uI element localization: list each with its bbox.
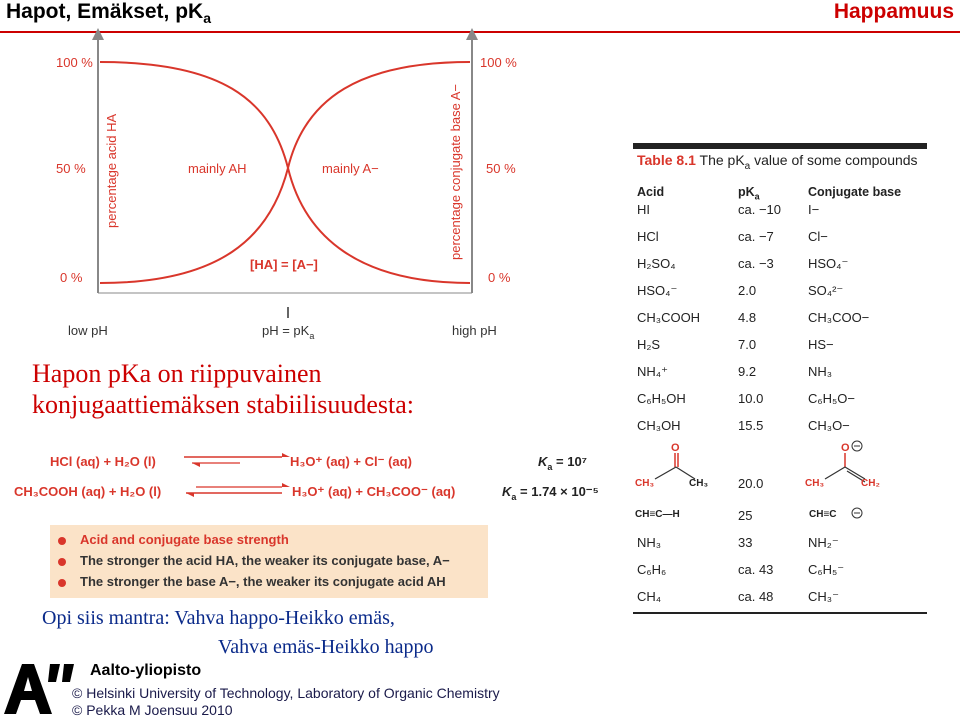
table-bottom-rule (633, 612, 927, 614)
x-mid-label: pH = $pK_a$ (262, 323, 315, 341)
pka-cell-pka: ca. 48 (738, 589, 774, 604)
left-axis (92, 28, 104, 293)
eq2-ka: $K_a = 1.74 \times 10^{-5}$ (502, 484, 599, 502)
pka-cell-acid: H₂S (637, 337, 661, 352)
base-curve (100, 62, 470, 283)
col-header-acid: Acid (637, 185, 665, 199)
pka-cell-base: NH₂⁻ (808, 535, 839, 550)
right-axis-label: percentage conjugate base A− (448, 83, 463, 260)
mantra-line-2: Vahva emäs-Heikko happo (218, 636, 434, 658)
x-high-label: high pH (452, 323, 497, 338)
pka-cell-base: C₆H₅O− (808, 391, 855, 406)
enolate-structure (805, 441, 880, 489)
pka-cell-acid: CH₄ (637, 589, 662, 604)
right-axis (466, 28, 478, 293)
left-50-label: 50 % (56, 161, 86, 176)
table-top-rule (633, 143, 927, 149)
pka-cell-pka: ca. −3 (738, 256, 774, 271)
acetone-structure (635, 442, 708, 489)
alkyne-base-structure: CH≡C (809, 509, 837, 520)
eq2-reactants: CH₃COOH (aq) + H₂O (l) (14, 484, 162, 499)
claim-line-2: konjugaattiemäksen stabiilisuudesta: (32, 390, 414, 419)
acid-curve (100, 62, 470, 283)
section-title: Happamuus (833, 0, 954, 23)
pka-cell-pka: ca. 43 (738, 562, 774, 577)
pka-cell-pka: 4.8 (738, 310, 757, 325)
pka-cell-acid: NH₃ (637, 535, 662, 550)
equilibrium-equations (0, 442, 630, 512)
col-header-base: Conjugate base (808, 185, 902, 199)
pka-cell-acid: CH₃OH (637, 418, 681, 433)
strength-line-2: The stronger the base A−, the weaker its conjugate acid AH (80, 574, 446, 589)
left-100-label: 100 % (56, 55, 93, 70)
svg-text:CH₃: CH₃ (689, 478, 709, 489)
left-axis-label: percentage acid HA (104, 113, 119, 228)
strength-line-1: The stronger the acid HA, the weaker its conjugate base, A− (80, 553, 450, 568)
pka-cell-base: HSO₄⁻ (808, 256, 849, 271)
pka-cell-acid: H₂SO₄ (637, 256, 676, 271)
aalto-logo (2, 660, 82, 716)
pka-cell-base: NH₃ (808, 364, 833, 379)
left-0-label: 0 % (60, 270, 83, 285)
pka-cell-base: HS− (808, 337, 834, 352)
svg-text:CH₃: CH₃ (635, 478, 655, 489)
pka-cell-base: CH₃⁻ (808, 589, 839, 604)
main-claim (32, 358, 414, 420)
eq1-products: H₃O⁺ (aq) + Cl⁻ (aq) (290, 454, 412, 469)
right-100-label: 100 % (480, 55, 517, 70)
carbonyl-structures (633, 437, 933, 527)
claim-line-1: Hapon pKa on riippuvainen (32, 359, 322, 388)
right-50-label: 50 % (486, 161, 516, 176)
eq2-arrows-icon (186, 483, 290, 497)
pka-cell-acid: HCl (637, 229, 659, 244)
footer-copyright-1: © Helsinki University of Technology, Laboratory of Organic Chemistry (72, 685, 500, 701)
svg-text:O: O (671, 442, 680, 454)
eq2-products: H₃O⁺ (aq) + CH₃COO⁻ (aq) (292, 484, 456, 499)
right-0-label: 0 % (488, 270, 511, 285)
pka-cell-acid: CH₃COOH (637, 310, 701, 325)
pka-cell-base: CH₃O− (808, 418, 850, 433)
pka-cell-acid: NH₄⁺ (637, 364, 668, 379)
pka-cell-pka: 10.0 (738, 391, 764, 406)
pka-cell-pka: ca. −7 (738, 229, 774, 244)
pka-cell-base: CH₃COO− (808, 310, 870, 325)
bullet-icon (58, 537, 66, 545)
eq1-reactants: HCl (aq) + H₂O (l) (50, 454, 156, 469)
pka-cell-base: SO₄²⁻ (808, 283, 844, 298)
speciation-diagram (40, 28, 530, 348)
pka-cell-base: Cl− (808, 229, 828, 244)
strength-heading: Acid and conjugate base strength (80, 532, 289, 547)
bullet-icon (58, 579, 66, 587)
region-left-label: mainly AH (188, 161, 247, 176)
x-low-label: low pH (68, 323, 108, 338)
region-right-label: mainly A− (322, 161, 379, 176)
col-header-pka: $pK_a$ (738, 185, 760, 202)
equal-point-label: [HA] = [A−] (250, 257, 318, 272)
alkyne-acid-structure: CH≡C—H (635, 509, 680, 520)
svg-text:CH₃: CH₃ (805, 478, 825, 489)
pka-cell-pka: 7.0 (738, 337, 757, 352)
svg-text:CH₂: CH₂ (861, 478, 880, 489)
pka-cell-acid: HSO₄⁻ (637, 283, 678, 298)
pka-cell-acid: C₆H₆ (637, 562, 667, 577)
bullet-icon (58, 558, 66, 566)
pka-cell-pka: ca. −10 (738, 202, 782, 217)
footer-copyright-2: © Pekka M Joensuu 2010 (72, 702, 233, 718)
pka-cell-pka: 20.0 (738, 476, 764, 491)
mantra-line-1: Opi siis mantra: Vahva happo-Heikko emäs, (42, 607, 395, 629)
strength-box (50, 525, 488, 598)
pka-cell-pka: 25 (738, 508, 753, 523)
eq1-ka: $K_a = 10^7$ (538, 454, 588, 472)
pka-cell-base: C₆H₅⁻ (808, 562, 845, 577)
pka-cell-pka: 15.5 (738, 418, 764, 433)
table-caption: Table 8.1 The $pK_a$ value of some compounds (637, 152, 918, 172)
slide-title: Hapot, Emäkset, $pK_a$ (6, 0, 212, 27)
pka-cell-pka: 9.2 (738, 364, 757, 379)
pka-cell-pka: 33 (738, 535, 753, 550)
pka-cell-acid: C₆H₅OH (637, 391, 686, 406)
pka-cell-pka: 2.0 (738, 283, 757, 298)
university-name: Aalto-yliopisto (90, 662, 202, 679)
pka-cell-base: I− (808, 202, 820, 217)
svg-text:O: O (841, 442, 850, 454)
pka-cell-acid: HI (637, 202, 650, 217)
eq1-arrows-icon (184, 453, 290, 467)
